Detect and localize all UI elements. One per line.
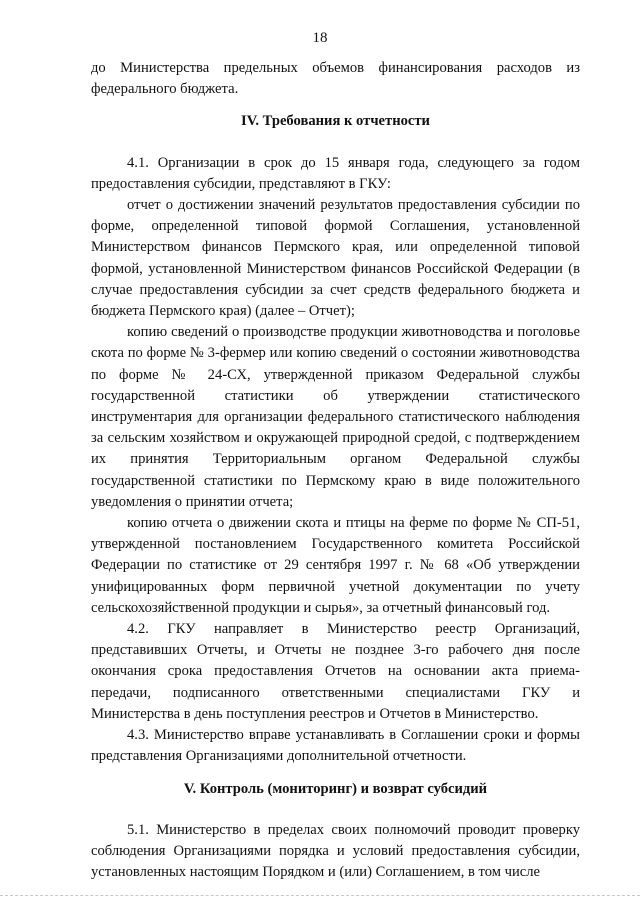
page-number: 18 xyxy=(312,30,328,46)
paragraph-4-3: 4.3. Министерство вправе устанавливать в Соглашении сроки и формы представления Организациями дополнительной отчетности. xyxy=(91,727,580,765)
paragraph-4-2: 4.2. ГКУ направляет в Министерство реестр Организаций, представивших Отчеты, и Отчеты не позднее 3-го рабочего дня после окончания срока предоставления Отчетов на основании акта приема-передачи, подписанного ответственными специалистами ГКУ и Министерства в день поступления реестров и Отчетов в Министерство. xyxy=(91,621,580,722)
paragraph-4-1-report: отчет о достижении значений результатов предоставления субсидии по форме, определенной типовой формой Соглашения, установленной Министерством финансов Пермского края, или определенной типовой формой, установленной Министерством финансов Российской Федерации (в случае предоставления субсидии за счет средств федерального бюджета и бюджета Пермского края) (далее – Отчет); xyxy=(91,197,580,320)
paragraph-4-1-movement-copy: копию отчета о движении скота и птицы на ферме по форме № СП-51, утвержденной постановлением Государственного комитета Российской Федерации по статистике от 29 сентября 1997 г. № 68 «Об утверждении унифицированных форм первичной учетной документации по учету сельскохозяйственной продукции и сырья», за отчетный финансовый год. xyxy=(91,515,580,616)
section-5-heading: V. Контроль (мониторинг) и возврат субсидий xyxy=(183,780,488,797)
section-4-heading: IV. Требования к отчетности xyxy=(241,113,430,130)
document-body xyxy=(91,58,580,883)
intro-paragraph: до Министерства предельных объемов финансирования расходов из федерального бюджета. xyxy=(91,60,580,98)
paragraph-4-1-livestock-copy: копию сведений о производстве продукции животноводства и поголовье скота по форме № 3-фермер или копию сведений о состоянии животноводства по форме № 24-СХ, утвержденной приказом Федеральной службы государственной статистики об утверждении статистического инструментария для организации федерального статистического наблюдения за сельским хозяйством и окружающей природной средой, с подтверждением их принятия Территориальным органом Федеральной службы государственной статистики по Пермскому краю в виде положительного уведомления о принятии отчета; xyxy=(91,324,580,510)
scan-edge-divider xyxy=(0,895,640,897)
paragraph-4-1: 4.1. Организации в срок до 15 января года, следующего за годом предоставления субсидии, представляют в ГКУ: xyxy=(91,154,580,192)
paragraph-5-1: 5.1. Министерство в пределах своих полномочий проводит проверку соблюдения Организациями порядка и условий предоставления субсидии, установленных настоящим Порядком и (или) Соглашением, в том числе xyxy=(91,821,580,881)
